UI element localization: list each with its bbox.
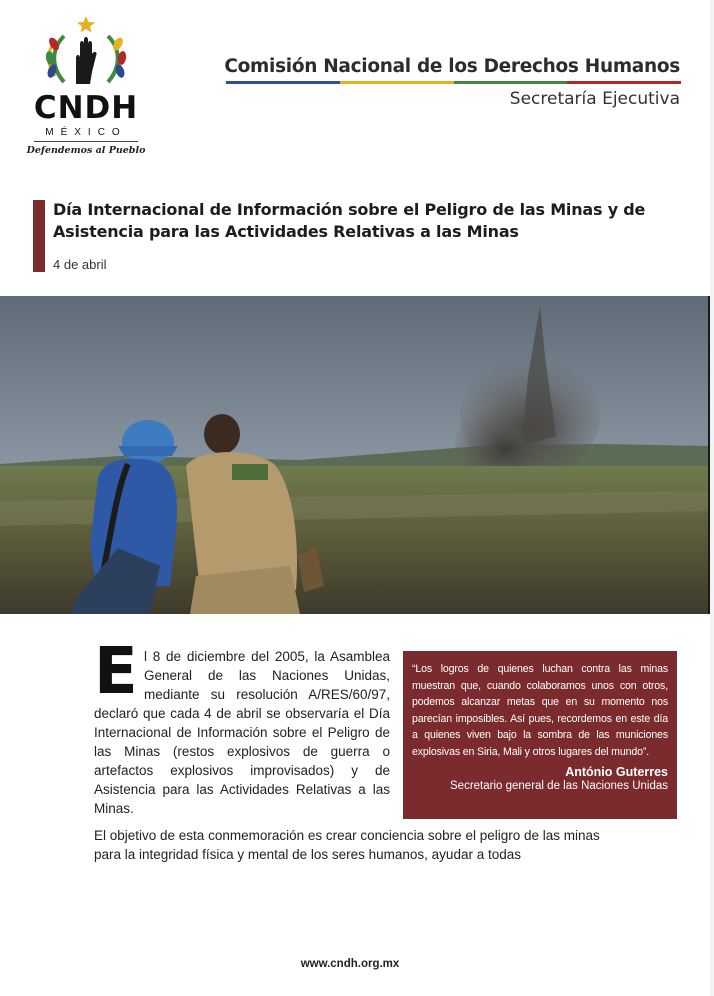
article-date: 4 de abril (53, 257, 107, 272)
drop-cap-space (94, 647, 144, 703)
stripe-red (567, 81, 681, 84)
page-edge (710, 0, 714, 996)
color-stripe (226, 81, 681, 84)
stripe-green (454, 81, 568, 84)
page-title: Día Internacional de Información sobre el Peligro de las Minas y de Asistencia para las Actividades Relativas a las Minas (53, 200, 646, 241)
mine-clearance-photo (0, 296, 710, 614)
footer-url[interactable]: www.cndh.org.mx (300, 958, 400, 970)
cndh-logo (26, 14, 146, 160)
stripe-blue (226, 81, 340, 84)
org-name: Comisión Nacional de los Derechos Humanos (224, 56, 680, 77)
quote-author-role: Secretario general de las Naciones Unidas (450, 779, 668, 792)
quote-text: “Los logros de quienes luchan contra las minas muestran que, cuando colaboramos unos con otros, podemos alcanzar metas que en su momento nos parecían imposibles. Así pues, recordemos en este día a quienes viven bajo la sombra de las municiones explosivas en Siria, Mali y otros lugares del mundo”. (412, 663, 668, 758)
stripe-yellow (340, 81, 454, 84)
org-subtitle: Secretaría Ejecutiva (509, 89, 680, 109)
photo-illustration (0, 296, 710, 614)
intro-text: l 8 de diciembre del 2005, la Asamblea General de las Naciones Unidas, mediante su resolución A/RES/60/97, declaró que cada 4 de abril se observaría el Día Internacional de Información sobre el Peligro de las Minas (restos explosivos de guerra o artefactos explosivos improvisados) y de Asistencia para las Actividades Relativas a las Minas. (94, 649, 390, 816)
logo-motto: Defendemos al Pueblo (26, 145, 146, 156)
raised-hand-laurel-icon (42, 14, 130, 90)
quote-author: António Guterres (565, 764, 668, 779)
body-paragraph: El objetivo de esta conmemoración es crear conciencia sobre el peligro de las minas para la integridad física y mental de los seres humanos, ayudar a todas (94, 828, 600, 862)
logo-divider (34, 141, 138, 142)
drop-cap: E (94, 635, 138, 709)
logo-brand: CNDH (33, 90, 139, 126)
intro-paragraph (94, 647, 390, 818)
quote-box (403, 651, 677, 819)
title-accent-bar (33, 200, 45, 272)
logo-country: MÉXICO (45, 127, 127, 138)
